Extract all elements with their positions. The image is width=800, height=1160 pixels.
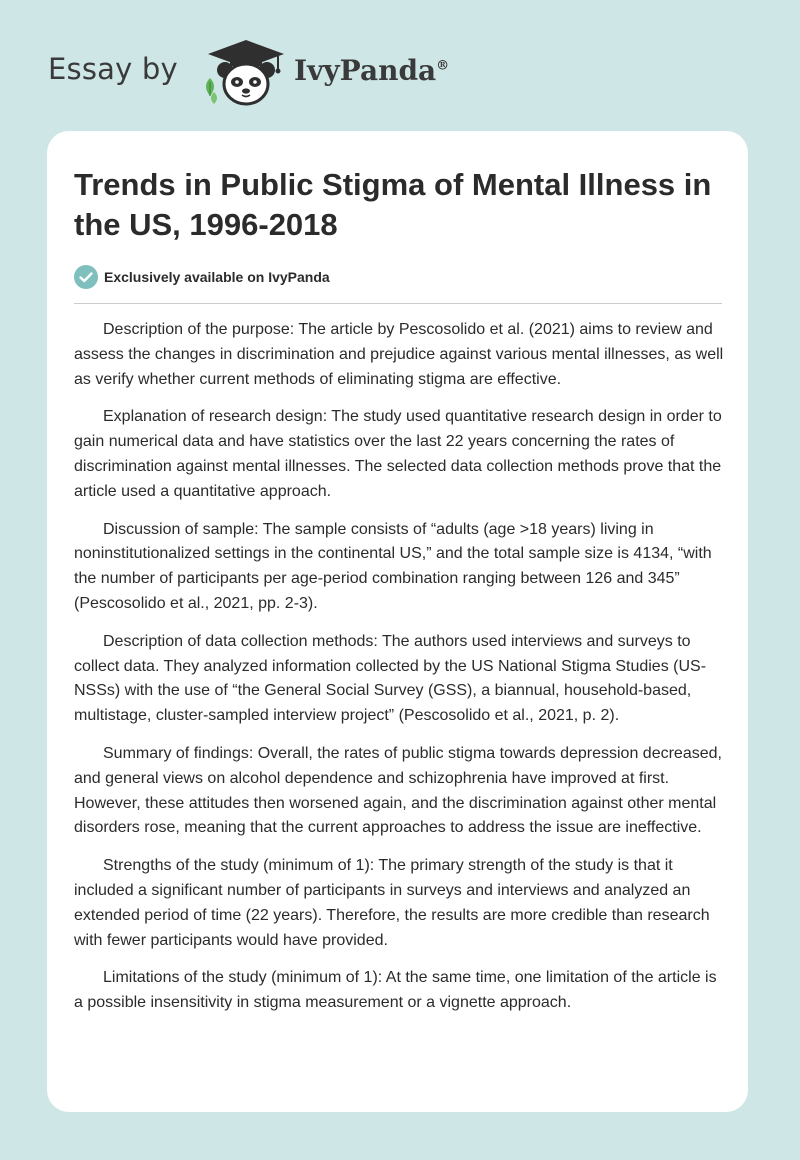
site-header: [0, 0, 800, 120]
panda-graduate-logo-icon[interactable]: [200, 38, 292, 108]
essay-title: Trends in Public Stigma of Mental Illness in the US, 1996-2018: [74, 167, 712, 242]
registered-mark: ®: [436, 58, 450, 74]
essay-body: [74, 318, 724, 1029]
brand-name[interactable]: IvyPanda®: [294, 54, 450, 87]
paragraph-purpose: Description of the purpose: The article by Pescosolido et al. (2021) aims to review and assess the changes in discrimination and prejudice against various mental illnesses, as well as verify whether current methods of eliminating stigma are effective.: [74, 321, 724, 388]
essay-card: [47, 131, 748, 1112]
paragraph-strengths: Strengths of the study (minimum of 1): The primary strength of the study is that it included a significant number of participants in surveys and interviews and analyzed an extended period of time (22 years). Therefore, the results are more credible than research with fewer participants would have provided.: [74, 857, 710, 949]
exclusive-badge-label: Exclusively available on IvyPanda: [104, 269, 330, 285]
paragraph-research-design: Explanation of research design: The study used quantitative research design in order to gain numerical data and have statistics over the last 22 years concerning the rates of discrimination against mental illnesses. The selected data collection methods prove that the article used a quantitative approach.: [74, 408, 722, 500]
essay-by-label: Essay by: [48, 52, 178, 86]
paragraph-data-collection: Description of data collection methods: The authors used interviews and surveys to collect data. They analyzed information collected by the US National Stigma Studies (US-NSSs) with the use of “the General Social Survey (GSS), a biannual, household-based, multistage, cluster-sampled interview project” (Pescosolido et al., 2021, p. 2).: [74, 632, 707, 725]
exclusive-badge: [74, 264, 330, 290]
title-divider: [74, 303, 722, 304]
paragraph-sample: Discussion of sample: The sample consists of “adults (age >18 years) living in noninstitutionalized settings in the continental US,” and the total sample size is 4134, “with the number of participants per age-period combination ranging between 126 and 345” (Pescosolido et al., 2021, pp. 2-3).: [74, 520, 712, 612]
check-circle-icon: [74, 265, 98, 289]
paragraph-findings: Summary of findings: Overall, the rates of public stigma towards depression decreased, and general views on alcohol dependence and schizophrenia have improved at first. However, these attitudes then worsened again, and the discrimination against other mental disorders rose, meaning that the current approaches to address the issue are ineffective.: [74, 744, 722, 837]
paragraph-limitations: Limitations of the study (minimum of 1): At the same time, one limitation of the article is a possible insensitivity in stigma measurement or a vignette approach.: [74, 969, 717, 1012]
